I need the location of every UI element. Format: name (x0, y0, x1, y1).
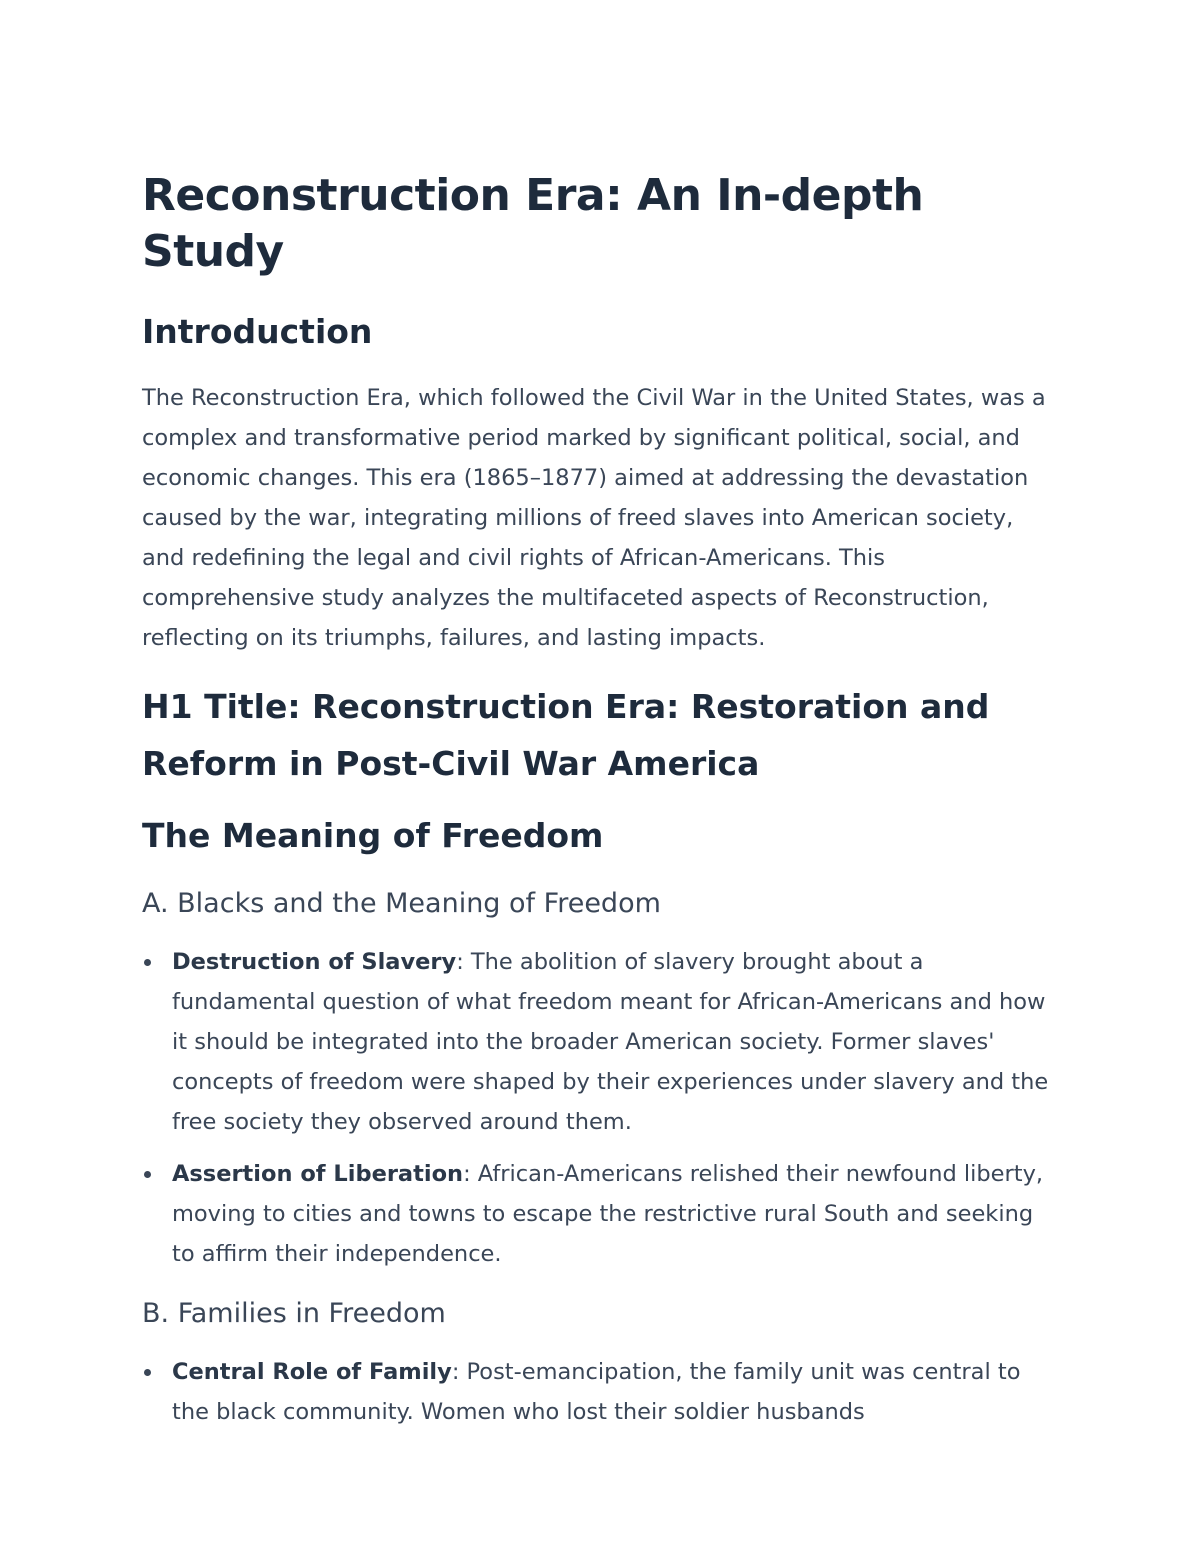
list-item (142, 1154, 1062, 1274)
meaning-of-freedom-heading: The Meaning of Freedom (142, 816, 604, 855)
introduction-heading: Introduction (142, 312, 373, 351)
section-a-list (142, 942, 1062, 1274)
bullet-icon (144, 1369, 151, 1376)
bullet-icon (144, 959, 151, 966)
document-title: Reconstruction Era: An In-depth Study (142, 170, 924, 277)
list-item-term: Central Role of Family (172, 1359, 452, 1385)
section-b-heading: B. Families in Freedom (142, 1298, 446, 1329)
list-item-text: : The abolition of slavery brought about a fundamental question of what freedom meant for African-Americans and how it should be integrated into the broader American society. Former slaves' concepts of freedom were shaped by their experiences under slavery and the free society they observed around them. (172, 949, 1049, 1135)
list-item-text: : African-Americans relished their newfound liberty, moving to cities and towns to escape the restrictive rural South and seeking to affirm their independence. (172, 1161, 1044, 1267)
introduction-paragraph: The Reconstruction Era, which followed the Civil War in the United States, was a complex and transformative period marked by significant political, social, and economic changes. This era (1865–1877) aimed at addressing the devastation caused by the war, integrating millions of freed slaves into American society, and redefining the legal and civil rights of African-Americans. This comprehensive study analyzes the multifaceted aspects of Reconstruction, reflecting on its triumphs, failures, and lasting impacts. (142, 385, 1046, 651)
bullet-icon (144, 1171, 151, 1178)
section-a-heading: A. Blacks and the Meaning of Freedom (142, 888, 661, 919)
list-item-term: Destruction of Slavery (172, 949, 457, 975)
list-item (142, 942, 1062, 1142)
list-item (142, 1352, 1062, 1432)
h1-title-heading: H1 Title: Reconstruction Era: Restoration and Reform in Post-Civil War America (142, 687, 990, 783)
section-b-list (142, 1352, 1062, 1432)
list-item-text: : Post-emancipation, the family unit was central to the black community. Women who lost their soldier husbands (172, 1359, 1021, 1425)
list-item-term: Assertion of Liberation (172, 1161, 464, 1187)
document-page (142, 168, 1062, 1444)
